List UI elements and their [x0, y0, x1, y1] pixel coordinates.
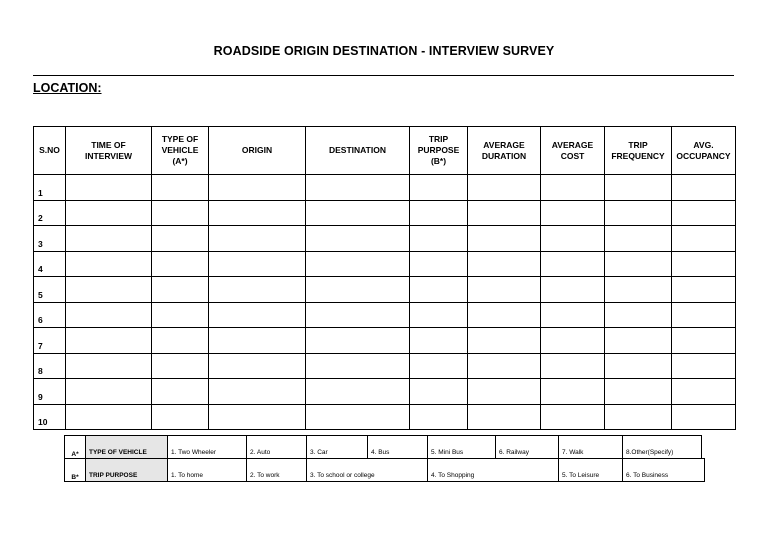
- entry-cell[interactable]: [152, 353, 209, 379]
- entry-cell[interactable]: [66, 404, 152, 430]
- legend-option: 3. Car: [307, 436, 368, 459]
- legend-row-purpose: [65, 459, 705, 482]
- entry-cell[interactable]: [605, 328, 672, 354]
- entry-cell[interactable]: [541, 302, 605, 328]
- row-number: 4: [34, 251, 66, 277]
- legend-option: 5. Mini Bus: [428, 436, 496, 459]
- entry-cell[interactable]: [209, 353, 306, 379]
- row-number: 8: [34, 353, 66, 379]
- entry-cell[interactable]: [672, 226, 736, 252]
- column-header-line: PURPOSE: [417, 145, 460, 155]
- legend-option: 1. To home: [168, 459, 247, 482]
- row-number: 9: [34, 379, 66, 405]
- entry-cell[interactable]: [66, 353, 152, 379]
- entry-cell[interactable]: [66, 277, 152, 303]
- entry-cell[interactable]: [468, 379, 541, 405]
- title-divider: [33, 75, 734, 76]
- table-header-row: [34, 127, 736, 175]
- entry-cell[interactable]: [306, 328, 410, 354]
- entry-cell[interactable]: [468, 328, 541, 354]
- entry-cell[interactable]: [672, 277, 736, 303]
- entry-cell[interactable]: [410, 328, 468, 354]
- entry-cell[interactable]: [209, 328, 306, 354]
- entry-cell[interactable]: [541, 353, 605, 379]
- entry-cell[interactable]: [605, 200, 672, 226]
- legend-option: 2. Auto: [247, 436, 307, 459]
- legend-option: 7. Walk: [559, 436, 623, 459]
- table-row: [34, 404, 736, 430]
- entry-cell[interactable]: [306, 226, 410, 252]
- column-header-line: OCCUPANCY: [676, 150, 731, 161]
- entry-cell[interactable]: [152, 404, 209, 430]
- entry-cell[interactable]: [672, 200, 736, 226]
- entry-cell[interactable]: [152, 251, 209, 277]
- legend-row-vehicle: [65, 436, 705, 459]
- column-header: [672, 127, 736, 175]
- entry-cell[interactable]: [605, 379, 672, 405]
- entry-cell[interactable]: [410, 200, 468, 226]
- entry-cell[interactable]: [209, 277, 306, 303]
- entry-cell[interactable]: [541, 277, 605, 303]
- entry-cell[interactable]: [468, 404, 541, 430]
- entry-cell[interactable]: [541, 251, 605, 277]
- row-number: 6: [34, 302, 66, 328]
- entry-cell[interactable]: [66, 200, 152, 226]
- row-number: 5: [34, 277, 66, 303]
- entry-cell[interactable]: [541, 175, 605, 201]
- entry-cell[interactable]: [410, 251, 468, 277]
- column-header-line: (B*): [430, 156, 447, 166]
- legend-key: A*: [65, 436, 86, 459]
- column-header: [605, 127, 672, 175]
- entry-cell[interactable]: [541, 404, 605, 430]
- entry-cell[interactable]: [410, 175, 468, 201]
- legend-option: 2. To work: [247, 459, 307, 482]
- entry-cell[interactable]: [672, 353, 736, 379]
- column-header: [66, 127, 152, 175]
- entry-cell[interactable]: [672, 302, 736, 328]
- survey-table: [33, 126, 736, 430]
- column-header-line: INTERVIEW: [84, 150, 133, 161]
- entry-cell[interactable]: [672, 251, 736, 277]
- table-row: [34, 200, 736, 226]
- column-header-line: DURATION: [481, 150, 527, 161]
- table-row: [34, 328, 736, 354]
- entry-cell[interactable]: [152, 175, 209, 201]
- column-header-line: VEHICLE: [161, 145, 199, 155]
- column-header: [34, 127, 66, 175]
- column-header: [306, 127, 410, 175]
- entry-cell[interactable]: [66, 251, 152, 277]
- entry-cell[interactable]: [209, 226, 306, 252]
- entry-cell[interactable]: [541, 200, 605, 226]
- entry-cell[interactable]: [541, 379, 605, 405]
- column-header: [152, 127, 209, 175]
- table-row: [34, 251, 736, 277]
- column-header-line: AVERAGE: [483, 139, 525, 150]
- entry-cell[interactable]: [410, 404, 468, 430]
- entry-cell[interactable]: [66, 328, 152, 354]
- entry-cell[interactable]: [152, 328, 209, 354]
- entry-cell[interactable]: [306, 379, 410, 405]
- column-header-line: TRIP: [628, 139, 648, 150]
- entry-cell[interactable]: [468, 277, 541, 303]
- row-number: 7: [34, 328, 66, 354]
- entry-cell[interactable]: [468, 353, 541, 379]
- page-title: ROADSIDE ORIGIN DESTINATION - INTERVIEW SURVEY: [213, 44, 555, 58]
- row-number: 10: [34, 404, 66, 430]
- entry-cell[interactable]: [605, 353, 672, 379]
- entry-cell[interactable]: [605, 302, 672, 328]
- entry-cell[interactable]: [306, 175, 410, 201]
- entry-cell[interactable]: [209, 175, 306, 201]
- column-header-line: (A*): [172, 156, 188, 166]
- column-header-line: ORIGIN: [241, 145, 273, 155]
- entry-cell[interactable]: [66, 226, 152, 252]
- table-row: [34, 277, 736, 303]
- table-row: [34, 175, 736, 201]
- column-header-line: DESTINATION: [329, 145, 386, 155]
- column-header: [468, 127, 541, 175]
- column-header-line: TRIP: [428, 134, 449, 144]
- entry-cell[interactable]: [468, 226, 541, 252]
- entry-cell[interactable]: [605, 277, 672, 303]
- legend-option: 1. Two Wheeler: [168, 436, 247, 459]
- table-row: [34, 302, 736, 328]
- column-header: [410, 127, 468, 175]
- table-row: [34, 353, 736, 379]
- entry-cell[interactable]: [306, 404, 410, 430]
- entry-cell[interactable]: [672, 175, 736, 201]
- entry-cell[interactable]: [468, 302, 541, 328]
- legend-option: 6. To Business: [623, 459, 705, 482]
- legend-option: 5. To Leisure: [559, 459, 623, 482]
- entry-cell[interactable]: [66, 379, 152, 405]
- entry-cell[interactable]: [605, 175, 672, 201]
- entry-cell[interactable]: [468, 200, 541, 226]
- column-header-line: COST: [560, 150, 585, 161]
- legend-option: 8.Other(Specify): [623, 436, 702, 459]
- entry-cell[interactable]: [306, 200, 410, 226]
- entry-cell[interactable]: [541, 328, 605, 354]
- legend-table: [64, 435, 705, 482]
- row-number: 2: [34, 200, 66, 226]
- entry-cell[interactable]: [152, 379, 209, 405]
- entry-cell[interactable]: [209, 302, 306, 328]
- table-row: [34, 226, 736, 252]
- entry-cell[interactable]: [152, 302, 209, 328]
- column-header-line: AVG.: [693, 139, 714, 150]
- column-header: [209, 127, 306, 175]
- column-header-line: TYPE OF: [161, 134, 199, 144]
- entry-cell[interactable]: [209, 251, 306, 277]
- entry-cell[interactable]: [152, 200, 209, 226]
- row-number: 1: [34, 175, 66, 201]
- entry-cell[interactable]: [410, 302, 468, 328]
- entry-cell[interactable]: [410, 353, 468, 379]
- entry-cell[interactable]: [605, 251, 672, 277]
- column-header-line: AVERAGE: [551, 139, 594, 150]
- entry-cell[interactable]: [605, 404, 672, 430]
- legend-option: 4. To Shopping: [428, 459, 559, 482]
- location-label: LOCATION:: [33, 81, 102, 95]
- entry-cell[interactable]: [410, 379, 468, 405]
- row-number: 3: [34, 226, 66, 252]
- legend-key: B*: [65, 459, 86, 482]
- entry-cell[interactable]: [410, 277, 468, 303]
- table-row: [34, 379, 736, 405]
- entry-cell[interactable]: [152, 277, 209, 303]
- column-header-line: FREQUENCY: [611, 150, 665, 161]
- entry-cell[interactable]: [152, 226, 209, 252]
- legend-option: 6. Railway: [496, 436, 559, 459]
- entry-cell[interactable]: [66, 302, 152, 328]
- column-header-line: TIME OF: [91, 139, 126, 150]
- entry-cell[interactable]: [209, 200, 306, 226]
- entry-cell[interactable]: [306, 277, 410, 303]
- entry-cell[interactable]: [209, 379, 306, 405]
- entry-cell[interactable]: [468, 251, 541, 277]
- entry-cell[interactable]: [605, 226, 672, 252]
- legend-option: 3. To school or college: [307, 459, 428, 482]
- legend-category: TYPE OF VEHICLE: [86, 436, 168, 459]
- entry-cell[interactable]: [672, 404, 736, 430]
- legend-category: TRIP PURPOSE: [86, 459, 168, 482]
- entry-cell[interactable]: [306, 353, 410, 379]
- entry-cell[interactable]: [672, 328, 736, 354]
- entry-cell[interactable]: [410, 226, 468, 252]
- entry-cell[interactable]: [66, 175, 152, 201]
- legend-option: 4. Bus: [368, 436, 428, 459]
- column-header-line: S.NO: [39, 145, 60, 155]
- entry-cell[interactable]: [541, 226, 605, 252]
- column-header: [541, 127, 605, 175]
- entry-cell[interactable]: [306, 302, 410, 328]
- entry-cell[interactable]: [468, 175, 541, 201]
- entry-cell[interactable]: [209, 404, 306, 430]
- entry-cell[interactable]: [306, 251, 410, 277]
- entry-cell[interactable]: [672, 379, 736, 405]
